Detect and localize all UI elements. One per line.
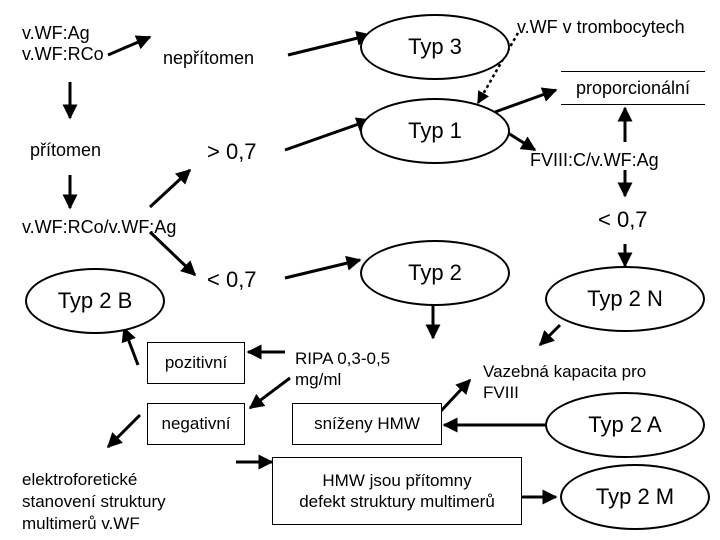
- typ2a-label: Typ 2 A: [588, 412, 662, 437]
- negativni-box: [147, 403, 245, 445]
- arrow-gt07-to-typ1: [285, 120, 370, 150]
- typ2b-label: Typ 2 B: [57, 288, 133, 313]
- arrow-snizeny-to-vazebna: [440, 380, 470, 412]
- negativni-label: negativní: [161, 414, 231, 433]
- arrow-ratio-to-lt07: [150, 232, 195, 275]
- typ2-node: [360, 240, 510, 306]
- typ2a-node: [545, 392, 705, 458]
- proporcionalni-underline: [561, 104, 705, 105]
- proporcionalni-label: proporcionální: [575, 78, 691, 98]
- arrow-lt07-to-typ2: [285, 260, 360, 278]
- typ2b-node: [25, 268, 165, 334]
- pozitivni-box: [147, 342, 245, 384]
- arrow-typ1-to-proporcionalni: [495, 90, 556, 112]
- typ2m-label: Typ 2 M: [595, 484, 675, 509]
- arrow-ripa-to-negativni: [250, 378, 290, 408]
- arrow-ratio-to-gt07: [150, 170, 190, 207]
- typ1-label: Typ 1: [408, 118, 462, 143]
- snizeny-hmw-label: sníženy HMW: [314, 414, 420, 433]
- elektro-label: elektroforetické stanovení struktury multimerů v.WF: [22, 470, 166, 533]
- arrow-negativni-to-elektro: [108, 415, 140, 447]
- ripa-label: RIPA 0,3-0,5 mg/ml: [295, 349, 391, 389]
- arrow-nepritomen-to-typ3: [288, 35, 370, 55]
- arrow-typ2n-to-vazebna: [540, 325, 560, 345]
- gt07-left-label: > 0,7: [207, 139, 257, 164]
- arrow-ag-to-nepritomen: [108, 37, 150, 55]
- ratio-rco-label: v.WF:RCo/v.WF:Ag: [22, 217, 177, 237]
- vazebna-label: Vazebná kapacita pro FVIII: [483, 362, 647, 402]
- typ2n-label: Typ 2 N: [587, 286, 663, 311]
- nepritomen-label: nepřítomen: [163, 48, 255, 68]
- pozitivni-label: pozitivní: [164, 353, 228, 372]
- typ2m-node: [560, 464, 710, 530]
- lt07-right-label: < 0,7: [598, 207, 648, 232]
- lt07-mid-label: < 0,7: [207, 267, 257, 292]
- vwf-trombocytech-label: v.WF v trombocytech: [517, 17, 685, 37]
- typ3-label: Typ 3: [408, 34, 462, 59]
- typ2n-node: [545, 266, 705, 332]
- snizeny-hmw-box: [292, 403, 442, 445]
- fviii-ratio-label: FVIII:C/v.WF:Ag: [530, 150, 659, 170]
- typ1-node: [360, 98, 510, 164]
- vwf-ag-rco-label: v.WF:Ag v.WF:RCo: [22, 23, 104, 64]
- typ3-node: [360, 14, 510, 80]
- proporcionalni-box: [561, 71, 705, 105]
- typ2-label: Typ 2: [408, 260, 462, 285]
- arrow-pozitivni-to-typ2b: [124, 328, 138, 365]
- pritomen-label: přítomen: [30, 140, 102, 160]
- hmw-box: [272, 457, 522, 525]
- hmw-label: HMW jsou přítomny defekt struktury multimerů: [299, 471, 495, 511]
